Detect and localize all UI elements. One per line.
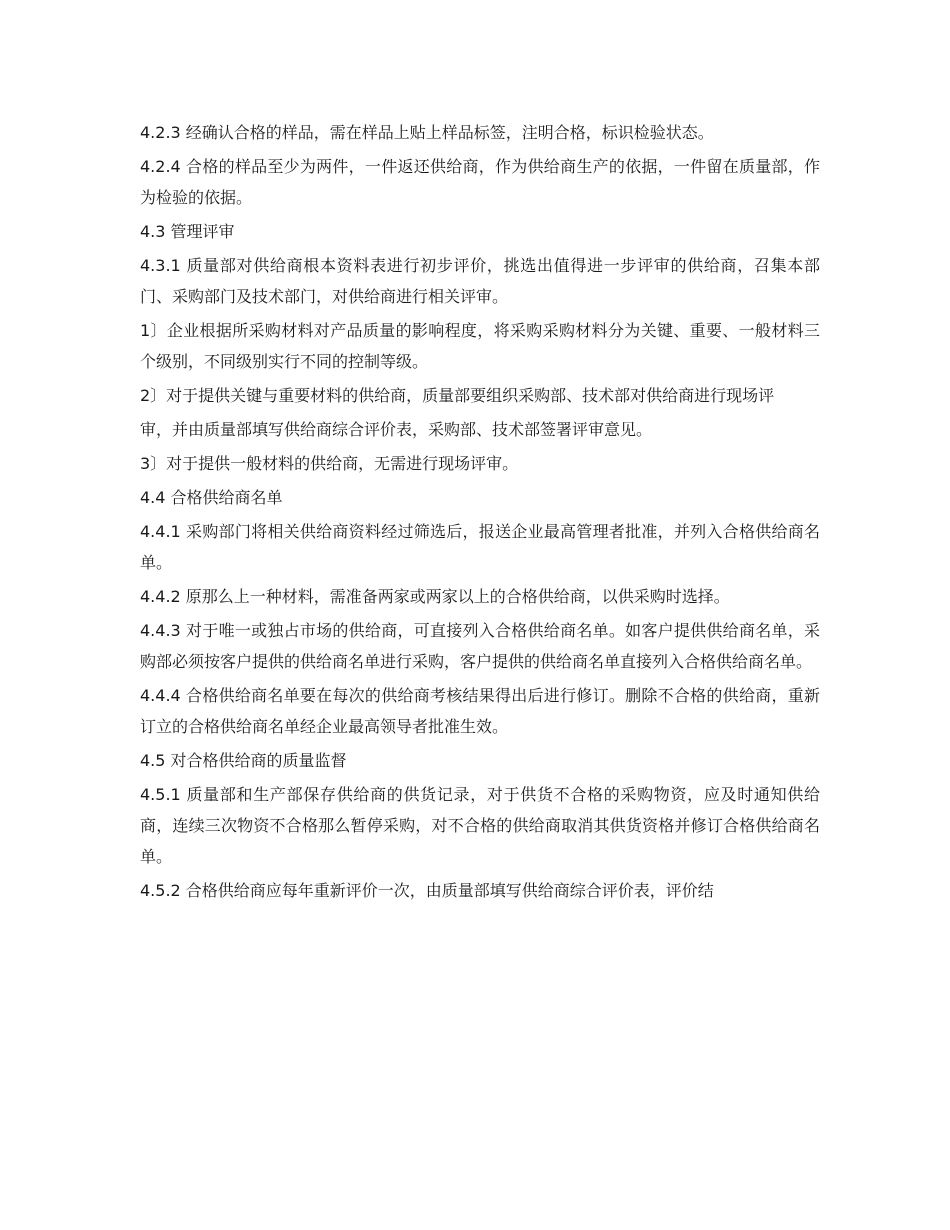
paragraph-4-4-1: 4.4.1 采购部门将相关供给商资料经过筛选后，报送企业最高管理者批准，并列入合格供给商名单。 — [140, 522, 820, 572]
list-item-2-continued: 审，并由质量部填写供给商综合评价表，采购部、技术部签署评审意见。 — [140, 420, 653, 439]
list-item-3: 3〕对于提供一般材料的供给商，无需进行现场评审。 — [140, 454, 519, 473]
paragraph-4-4-2: 4.4.2 原那么上一种材料，需准备两家或两家以上的合格供给商，以供采购时选择。 — [140, 587, 730, 606]
section-heading-4-3: 4.3 管理评审 — [140, 222, 235, 241]
paragraph-4-5-1: 4.5.1 质量部和生产部保存供给商的供货记录，对于供货不合格的采购物资，应及时通知供给商，连续三次物资不合格那么暂停采购，对不合格的供给商取消其供货资格并修订合格供给商名单。 — [140, 785, 820, 866]
list-item-1: 1〕企业根据所采购材料对产品质量的影响程度，将采购采购材料分为关键、重要、一般材料三个级别，不同级别实行不同的控制等级。 — [140, 321, 820, 371]
list-item-2: 2〕对于提供关键与重要材料的供给商，质量部要组织采购部、技术部对供给商进行现场评 — [140, 386, 775, 405]
section-heading-4-5: 4.5 对合格供给商的质量监督 — [140, 751, 347, 770]
paragraph-4-4-3: 4.4.3 对于唯一或独占市场的供给商，可直接列入合格供给商名单。如客户提供供给商名单，采购部必须按客户提供的供给商名单进行采购，客户提供的供给商名单直接列入合格供给商名单。 — [140, 621, 820, 671]
paragraph-4-4-4: 4.4.4 合格供给商名单要在每次的供给商考核结果得出后进行修订。删除不合格的供给商，重新订立的合格供给商名单经企业最高领导者批准生效。 — [140, 686, 820, 736]
document-body — [140, 117, 820, 909]
paragraph-4-2-3: 4.2.3 经确认合格的样品，需在样品上贴上样品标签，注明合格，标识检验状态。 — [140, 123, 714, 142]
section-heading-4-4: 4.4 合格供给商名单 — [140, 488, 283, 507]
paragraph-4-2-4: 4.2.4 合格的样品至少为两件，一件返还供给商，作为供给商生产的依据，一件留在质量部，作为检验的依据。 — [140, 157, 820, 207]
paragraph-4-5-2: 4.5.2 合格供给商应每年重新评价一次，由质量部填写供给商综合评价表，评价结 — [140, 881, 714, 900]
paragraph-4-3-1: 4.3.1 质量部对供给商根本资料表进行初步评价，挑选出值得进一步评审的供给商，召集本部门、采购部门及技术部门，对供给商进行相关评审。 — [140, 256, 820, 306]
